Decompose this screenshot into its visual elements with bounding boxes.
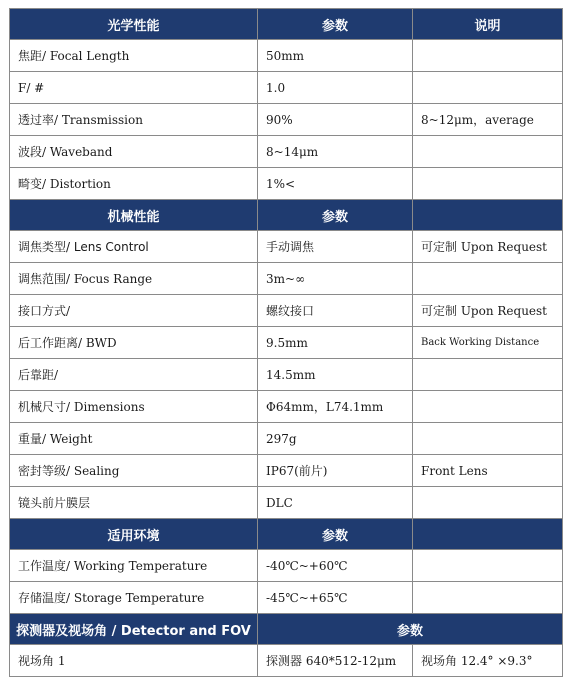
row-value: 1.0 — [258, 72, 413, 104]
row-label: 波段/ Waveband — [10, 136, 258, 168]
table-row — [10, 582, 563, 614]
spec-table-container — [9, 8, 563, 677]
row-label: 畸变/ Distortion — [10, 168, 258, 200]
row-value: -40℃~+60℃ — [258, 550, 413, 582]
row-note — [413, 168, 563, 200]
lens-spec-table — [9, 8, 563, 677]
row-note: 可定制 Upon Request — [413, 295, 563, 327]
section-header-mechanical — [10, 200, 563, 231]
row-note: Back Working Distance — [413, 327, 563, 359]
header-param: 参数 — [258, 200, 413, 231]
row-label: 调焦范围/ Focus Range — [10, 263, 258, 295]
table-row — [10, 231, 563, 263]
table-row — [10, 550, 563, 582]
row-label: 机械尺寸/ Dimensions — [10, 391, 258, 423]
table-row — [10, 423, 563, 455]
table-row — [10, 168, 563, 200]
row-value: 3m~∞ — [258, 263, 413, 295]
row-label: F/ # — [10, 72, 258, 104]
row-value: IP67(前片) — [258, 455, 413, 487]
row-label: 镜头前片膜层 — [10, 487, 258, 519]
table-row — [10, 359, 563, 391]
row-note — [413, 40, 563, 72]
header-note: 说明 — [413, 9, 563, 40]
header-label: 机械性能 — [10, 200, 258, 231]
section-header-optical — [10, 9, 563, 40]
header-note — [413, 200, 563, 231]
table-row — [10, 327, 563, 359]
row-value: 手动调焦 — [258, 231, 413, 263]
table-row — [10, 72, 563, 104]
header-label: 适用环境 — [10, 519, 258, 550]
row-value: 9.5mm — [258, 327, 413, 359]
row-label: 工作温度/ Working Temperature — [10, 550, 258, 582]
row-label: 焦距/ Focal Length — [10, 40, 258, 72]
table-row — [10, 391, 563, 423]
row-note — [413, 263, 563, 295]
row-value: Φ64mm，L74.1mm — [258, 391, 413, 423]
section-header-detector-fov — [10, 614, 563, 645]
table-row — [10, 487, 563, 519]
row-note — [413, 72, 563, 104]
row-fov: 视场角 12.4° ×9.3° — [413, 645, 563, 677]
row-note — [413, 391, 563, 423]
row-note — [413, 423, 563, 455]
row-value: -45℃~+65℃ — [258, 582, 413, 614]
row-note: Front Lens — [413, 455, 563, 487]
table-row — [10, 263, 563, 295]
row-label: 视场角 1 — [10, 645, 258, 677]
header-param: 参数 — [258, 9, 413, 40]
row-label: 重量/ Weight — [10, 423, 258, 455]
table-row — [10, 104, 563, 136]
row-label: 存储温度/ Storage Temperature — [10, 582, 258, 614]
row-note — [413, 136, 563, 168]
row-note — [413, 359, 563, 391]
row-value: 8~14μm — [258, 136, 413, 168]
row-label: 透过率/ Transmission — [10, 104, 258, 136]
row-value: 螺纹接口 — [258, 295, 413, 327]
row-note — [413, 487, 563, 519]
table-row — [10, 136, 563, 168]
row-label: 后靠距/ — [10, 359, 258, 391]
row-note: 8~12μm，average — [413, 104, 563, 136]
header-param: 参数 — [258, 614, 563, 645]
row-value: 50mm — [258, 40, 413, 72]
row-label: 接口方式/ — [10, 295, 258, 327]
table-row — [10, 40, 563, 72]
row-note — [413, 582, 563, 614]
row-value: 90% — [258, 104, 413, 136]
row-label: 密封等级/ Sealing — [10, 455, 258, 487]
table-row — [10, 295, 563, 327]
row-value: 14.5mm — [258, 359, 413, 391]
header-param: 参数 — [258, 519, 413, 550]
row-value: 1%< — [258, 168, 413, 200]
row-label: 调焦类型/ Lens Control — [10, 231, 258, 263]
header-label: 光学性能 — [10, 9, 258, 40]
header-label: 探测器及视场角 / Detector and FOV — [10, 614, 258, 645]
table-row — [10, 455, 563, 487]
table-row — [10, 645, 563, 677]
row-value: 297g — [258, 423, 413, 455]
row-note: 可定制 Upon Request — [413, 231, 563, 263]
header-note — [413, 519, 563, 550]
row-detector: 探测器 640*512-12μm — [258, 645, 413, 677]
row-label: 后工作距离/ BWD — [10, 327, 258, 359]
section-header-environment — [10, 519, 563, 550]
row-note — [413, 550, 563, 582]
row-value: DLC — [258, 487, 413, 519]
